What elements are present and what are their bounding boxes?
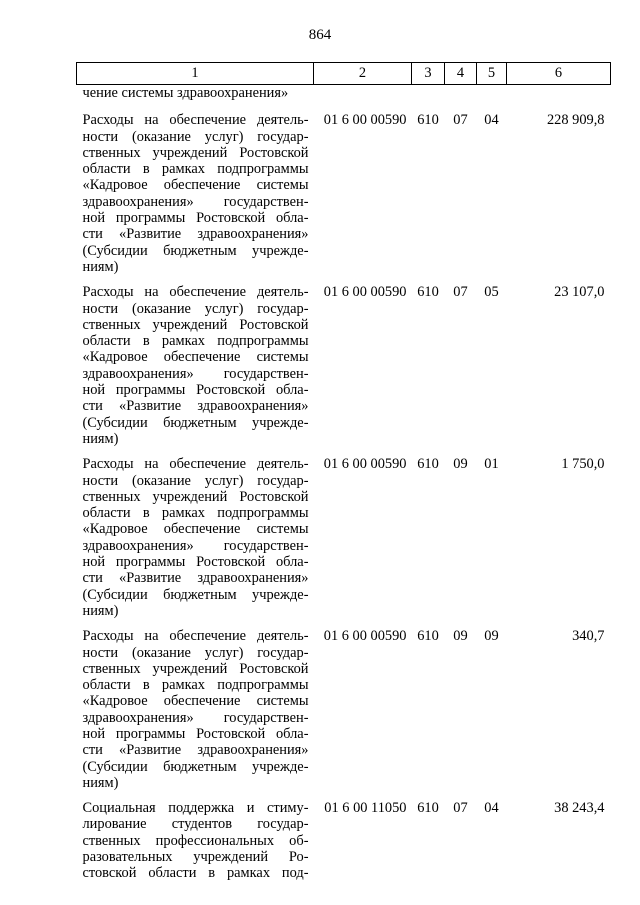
description-line: ственных учреждений Ростовской — [82, 660, 309, 677]
subsection: 09 — [484, 628, 499, 645]
expense-type: 610 — [417, 628, 439, 645]
description-line: здравоохранения» государствен- — [82, 193, 309, 210]
description-line: (Субсидии бюджетным учрежде- — [82, 242, 309, 259]
description-line: области в рамках подпрограммы — [82, 333, 309, 350]
description-line: лирование студентов государ- — [82, 816, 309, 833]
description-line: стовской области в рамках под- — [82, 865, 309, 882]
amount: 1 750,0 — [561, 456, 605, 473]
description-line: ственных учреждений Ростовской — [82, 316, 309, 333]
amount: 340,7 — [572, 628, 605, 645]
continuation-text: чение системы здравоохранения» — [82, 85, 289, 101]
description-line: ности (оказание услуг) государ- — [82, 300, 309, 317]
target-code: 01 6 00 00590 — [323, 112, 407, 129]
description-line: Расходы на обеспечение деятель- — [82, 112, 309, 129]
expense-type: 610 — [417, 456, 439, 473]
description-line: ной программы Ростовской обла- — [82, 554, 309, 571]
description-line: области в рамках подпрограммы — [82, 505, 309, 522]
row-description — [77, 800, 314, 890]
subsection: 05 — [484, 284, 499, 301]
expense-type: 610 — [417, 112, 439, 129]
section: 07 — [453, 284, 468, 301]
section: 07 — [453, 800, 468, 817]
header-row — [77, 63, 611, 85]
row-description — [77, 456, 314, 628]
expense-type: 610 — [417, 800, 439, 817]
description-line: сти «Развитие здравоохранения» — [82, 398, 309, 415]
description-line: «Кадровое обеспечение системы — [82, 177, 309, 194]
description-line: здравоохранения» государствен- — [82, 709, 309, 726]
description-line: ной программы Ростовской обла- — [82, 210, 309, 227]
table-row — [77, 112, 611, 284]
description-line: ности (оказание услуг) государ- — [82, 472, 309, 489]
subsection: 01 — [484, 456, 499, 473]
subsection: 04 — [484, 112, 499, 129]
column-header: 2 — [314, 63, 412, 85]
description-line: ственных профессиональных об- — [82, 832, 309, 849]
section: 07 — [453, 112, 468, 129]
description-line: ности (оказание услуг) государ- — [82, 644, 309, 661]
amount: 38 243,4 — [554, 800, 605, 817]
description-line: здравоохранения» государствен- — [82, 365, 309, 382]
amount: 23 107,0 — [554, 284, 605, 301]
description-line: ниям) — [82, 258, 119, 275]
description-line: «Кадровое обеспечение системы — [82, 349, 309, 366]
description-line: Расходы на обеспечение деятель- — [82, 456, 309, 473]
description-line: области в рамках подпрограммы — [82, 677, 309, 694]
description-line: здравоохранения» государствен- — [82, 537, 309, 554]
description-line: (Субсидии бюджетным учрежде- — [82, 414, 309, 431]
page-number: 864 — [308, 27, 332, 43]
section: 09 — [453, 628, 468, 645]
row-description — [77, 284, 314, 456]
column-header: 1 — [77, 63, 314, 85]
description-line: ственных учреждений Ростовской — [82, 144, 309, 161]
budget-table — [76, 62, 611, 891]
table-row — [77, 800, 611, 890]
description-line: сти «Развитие здравоохранения» — [82, 226, 309, 243]
column-header: 3 — [412, 63, 445, 85]
description-line: Социальная поддержка и стиму- — [82, 800, 309, 817]
table-row — [77, 456, 611, 628]
table-row — [77, 628, 611, 800]
table-row — [77, 284, 611, 456]
description-line: ниям) — [82, 430, 119, 447]
description-line: разовательных учреждений Ро- — [82, 849, 309, 866]
amount: 228 909,8 — [546, 112, 605, 129]
expense-type: 610 — [417, 284, 439, 301]
subsection: 04 — [484, 800, 499, 817]
description-line: ности (оказание услуг) государ- — [82, 128, 309, 145]
description-line: ниям) — [82, 774, 119, 791]
description-line: «Кадровое обеспечение системы — [82, 521, 309, 538]
target-code: 01 6 00 00590 — [323, 456, 407, 473]
continuation-row — [77, 85, 611, 113]
target-code: 01 6 00 11050 — [324, 800, 407, 817]
section: 09 — [453, 456, 468, 473]
description-line: области в рамках подпрограммы — [82, 161, 309, 178]
description-line: (Субсидии бюджетным учрежде- — [82, 586, 309, 603]
description-line: Расходы на обеспечение деятель- — [82, 284, 309, 301]
description-line: «Кадровое обеспечение системы — [82, 693, 309, 710]
description-line: ной программы Ростовской обла- — [82, 382, 309, 399]
target-code: 01 6 00 00590 — [323, 284, 407, 301]
row-description — [77, 628, 314, 800]
description-line: сти «Развитие здравоохранения» — [82, 742, 309, 759]
description-line: Расходы на обеспечение деятель- — [82, 628, 309, 645]
description-line: (Субсидии бюджетным учрежде- — [82, 758, 309, 775]
column-header: 6 — [507, 63, 611, 85]
target-code: 01 6 00 00590 — [323, 628, 407, 645]
description-line: сти «Развитие здравоохранения» — [82, 570, 309, 587]
description-line: ниям) — [82, 602, 119, 619]
column-header: 4 — [445, 63, 477, 85]
column-header: 5 — [477, 63, 507, 85]
description-line: ной программы Ростовской обла- — [82, 725, 309, 742]
description-line: ственных учреждений Ростовской — [82, 488, 309, 505]
row-description — [77, 112, 314, 284]
